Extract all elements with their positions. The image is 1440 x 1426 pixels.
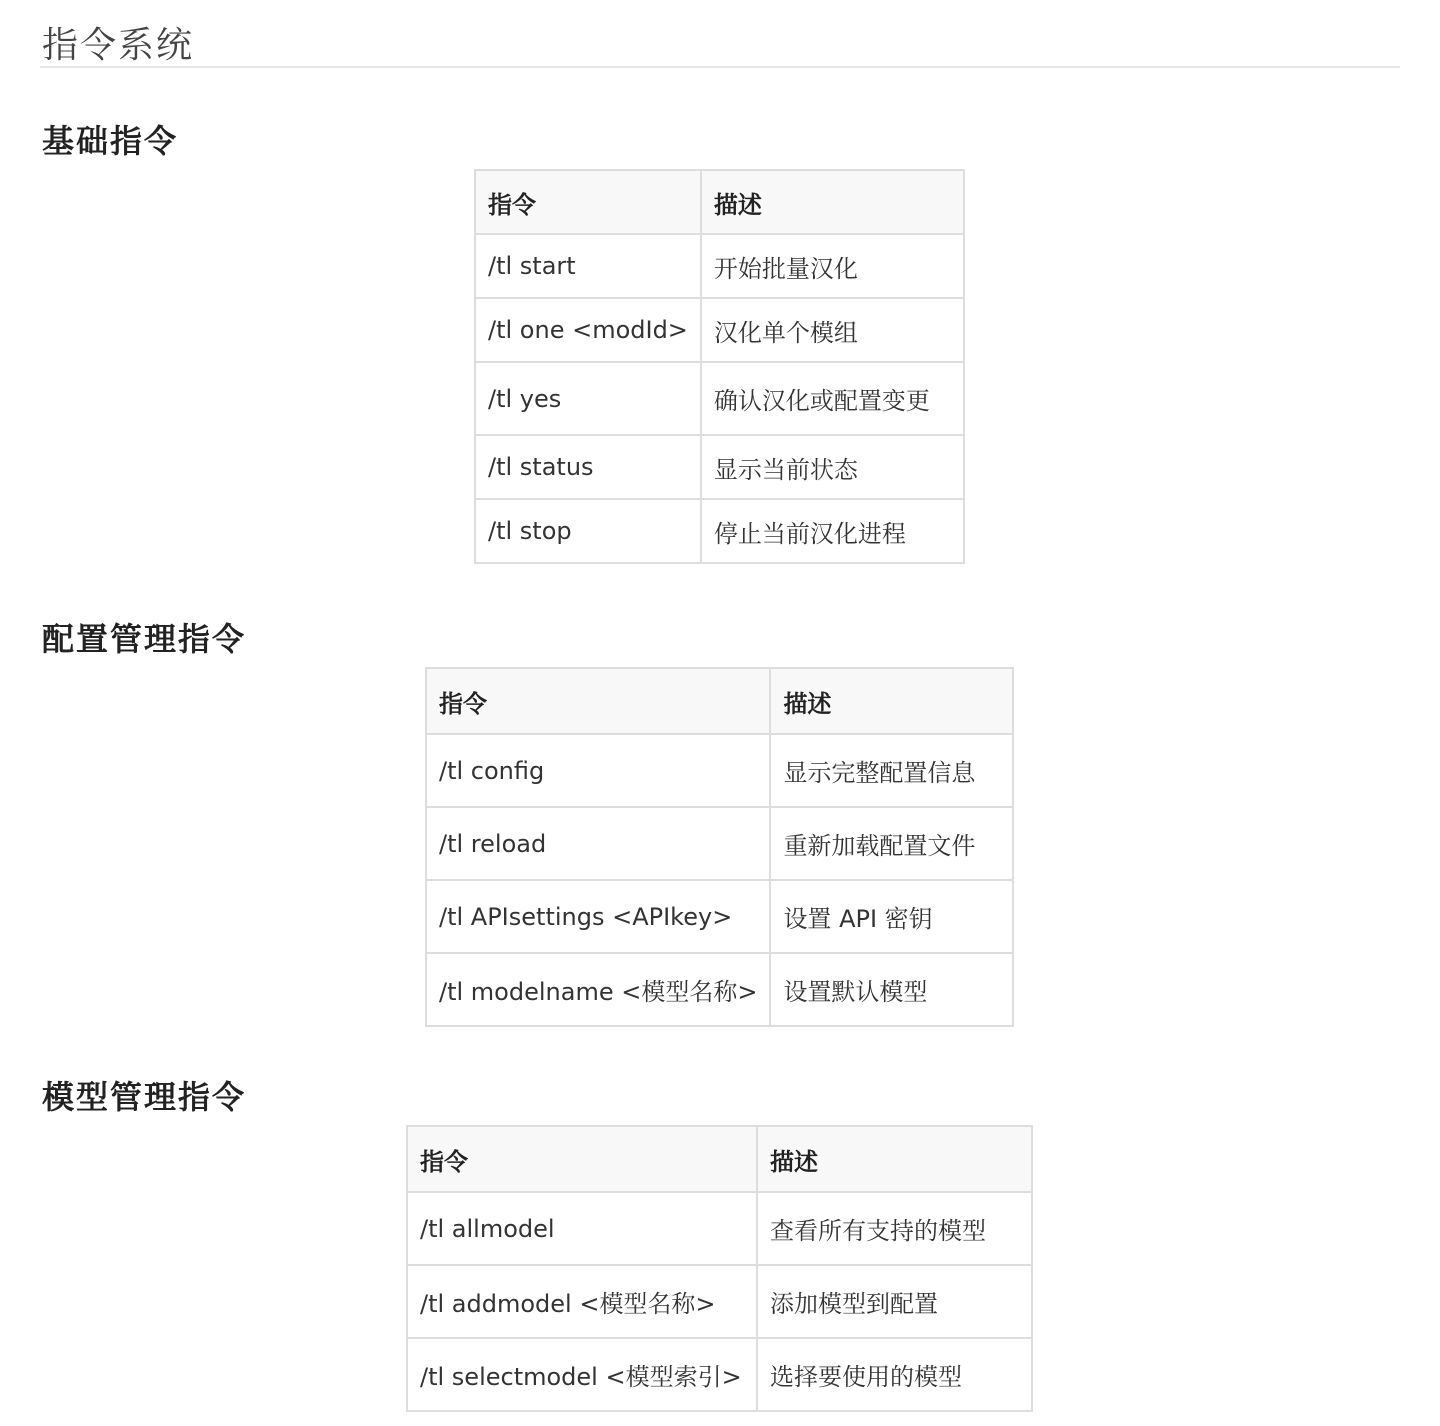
column-header-command: 指令 [426,668,770,734]
model-commands-table [406,1125,1033,1412]
column-header-command: 指令 [475,170,701,234]
section-heading-model: 模型管理指令 [42,1077,247,1116]
command-cell: /tl modelname <模型名称> [426,953,770,1026]
description-cell: 重新加载配置文件 [770,807,1013,880]
description-cell: 开始批量汉化 [701,234,964,298]
description-cell: 停止当前汉化进程 [701,499,964,563]
table-row [475,298,964,362]
section-heading-config: 配置管理指令 [42,619,247,658]
table-row [475,435,964,499]
section-heading-basic: 基础指令 [42,121,179,160]
description-cell: 显示完整配置信息 [770,734,1013,807]
description-cell: 设置默认模型 [770,953,1013,1026]
basic-commands-table [474,169,965,564]
command-cell: /tl one <modId> [475,298,701,362]
command-cell: /tl allmodel [407,1192,757,1265]
table-row [426,953,1013,1026]
command-cell: /tl config [426,734,770,807]
description-cell: 查看所有支持的模型 [757,1192,1032,1265]
command-cell: /tl APIsettings <APIkey> [426,880,770,953]
table-header-row [407,1126,1032,1192]
table-row [426,734,1013,807]
table-row [407,1192,1032,1265]
column-header-description: 描述 [701,170,964,234]
table-row [475,234,964,298]
table-row [426,880,1013,953]
description-cell: 设置 API 密钥 [770,880,1013,953]
command-cell: /tl selectmodel <模型索引> [407,1338,757,1411]
command-cell: /tl reload [426,807,770,880]
column-header-command: 指令 [407,1126,757,1192]
table-row [426,807,1013,880]
table-header-row [426,668,1013,734]
column-header-description: 描述 [757,1126,1032,1192]
title-divider [40,66,1400,68]
table-row [407,1265,1032,1338]
description-cell: 选择要使用的模型 [757,1338,1032,1411]
page-title: 指令系统 [42,25,195,67]
command-cell: /tl stop [475,499,701,563]
command-cell: /tl start [475,234,701,298]
column-header-description: 描述 [770,668,1013,734]
description-cell: 添加模型到配置 [757,1265,1032,1338]
command-cell: /tl status [475,435,701,499]
config-commands-table [425,667,1014,1027]
table-header-row [475,170,964,234]
table-row [475,499,964,563]
table-row [407,1338,1032,1411]
table-row [475,362,964,435]
command-cell: /tl addmodel <模型名称> [407,1265,757,1338]
command-cell: /tl yes [475,362,701,435]
description-cell: 汉化单个模组 [701,298,964,362]
description-cell: 显示当前状态 [701,435,964,499]
description-cell: 确认汉化或配置变更 [701,362,964,435]
